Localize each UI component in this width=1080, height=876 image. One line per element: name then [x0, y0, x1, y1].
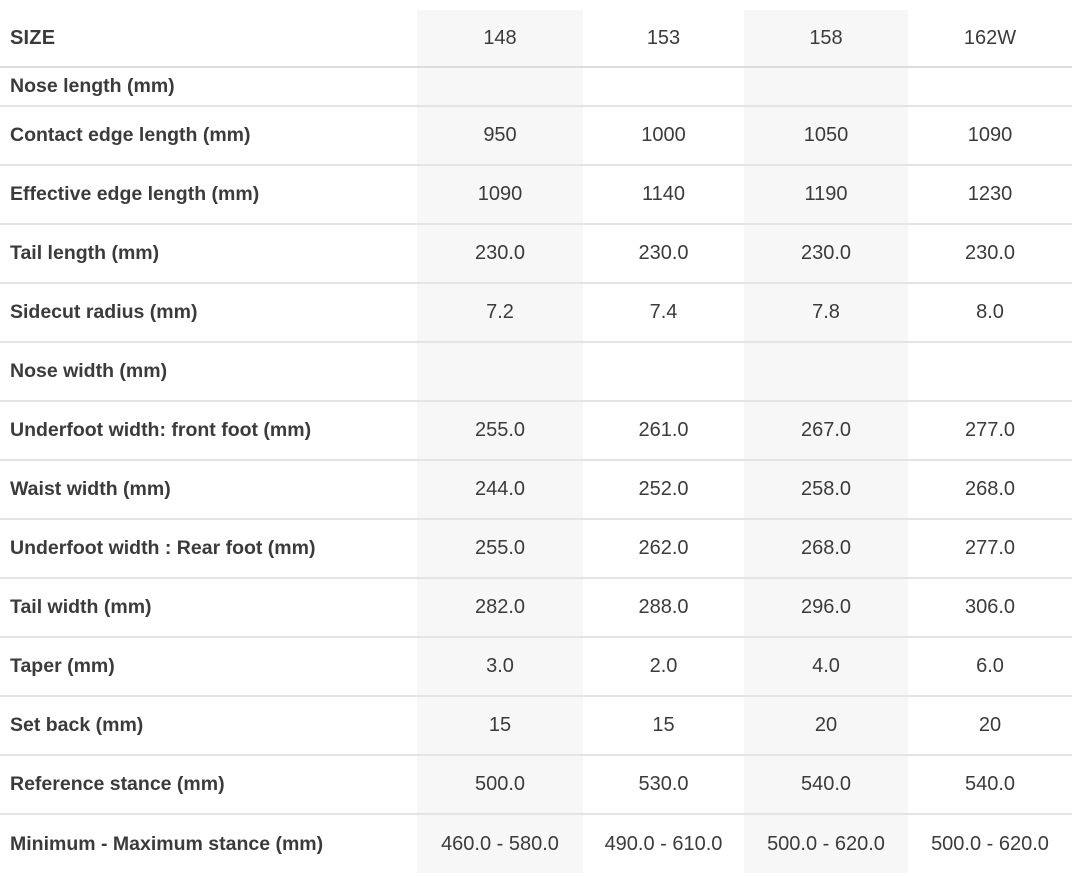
spec-row: [0, 460, 1072, 519]
spec-cell: 288.0: [583, 578, 744, 637]
spec-cell: 1140: [583, 165, 744, 224]
spec-cell: 15: [417, 696, 583, 755]
spec-row-label: Underfoot width: front foot (mm): [0, 401, 417, 460]
size-column-header: 148: [417, 10, 583, 67]
spec-row: [0, 755, 1072, 814]
spec-cell: 296.0: [744, 578, 908, 637]
spec-row: [0, 814, 1072, 873]
spec-row-label: Tail length (mm): [0, 224, 417, 283]
spec-cell: 1000: [583, 106, 744, 165]
spec-cell: 950: [417, 106, 583, 165]
spec-row: [0, 283, 1072, 342]
size-header-label: SIZE: [0, 10, 417, 67]
spec-cell: 252.0: [583, 460, 744, 519]
spec-cell: 230.0: [583, 224, 744, 283]
spec-cell: 7.4: [583, 283, 744, 342]
spec-row-label: Nose length (mm): [0, 67, 417, 106]
spec-cell: 262.0: [583, 519, 744, 578]
spec-cell: 500.0 - 620.0: [744, 814, 908, 873]
spec-cell: 230.0: [744, 224, 908, 283]
spec-cell: 3.0: [417, 637, 583, 696]
spec-row: [0, 401, 1072, 460]
spec-cell: 20: [744, 696, 908, 755]
spec-cell: [908, 342, 1072, 401]
spec-cell: 460.0 - 580.0: [417, 814, 583, 873]
spec-row: [0, 67, 1072, 106]
spec-cell: [744, 342, 908, 401]
spec-cell: 530.0: [583, 755, 744, 814]
spec-cell: 1090: [417, 165, 583, 224]
spec-cell: 261.0: [583, 401, 744, 460]
spec-cell: 282.0: [417, 578, 583, 637]
spec-cell: 244.0: [417, 460, 583, 519]
spec-cell: 490.0 - 610.0: [604, 832, 723, 855]
spec-row: [0, 637, 1072, 696]
spec-cell: 1090: [908, 106, 1072, 165]
spec-cell: [417, 342, 583, 401]
size-header-row: [0, 10, 1072, 67]
spec-row-label: Set back (mm): [0, 696, 417, 755]
spec-cell: 258.0: [744, 460, 908, 519]
spec-cell: 306.0: [908, 578, 1072, 637]
spec-row-label: Contact edge length (mm): [0, 106, 417, 165]
spec-cell: 20: [908, 696, 1072, 755]
spec-cell: 500.0 - 620.0: [931, 832, 1049, 855]
spec-cell: 267.0: [744, 401, 908, 460]
size-column-header: 162W: [908, 10, 1072, 67]
spec-row-label: Minimum - Maximum stance (mm): [10, 832, 324, 855]
spec-row-label: Waist width (mm): [0, 460, 417, 519]
spec-table-body: [0, 67, 1072, 873]
spec-cell: 540.0: [744, 755, 908, 814]
size-spec-table: [0, 10, 1072, 873]
spec-cell: 255.0: [417, 519, 583, 578]
spec-cell: 277.0: [908, 401, 1072, 460]
spec-row: [0, 519, 1072, 578]
spec-cell: 4.0: [744, 637, 908, 696]
spec-cell: 1050: [744, 106, 908, 165]
spec-cell: 8.0: [908, 283, 1072, 342]
spec-row: [0, 696, 1072, 755]
spec-row-label: Underfoot width : Rear foot (mm): [0, 519, 417, 578]
spec-row-label: Reference stance (mm): [0, 755, 417, 814]
spec-cell: 2.0: [583, 637, 744, 696]
spec-cell: 1230: [908, 165, 1072, 224]
spec-cell: 7.8: [744, 283, 908, 342]
spec-cell: 255.0: [417, 401, 583, 460]
spec-cell: 6.0: [908, 637, 1072, 696]
spec-cell: [908, 67, 1072, 106]
spec-cell: 268.0: [908, 460, 1072, 519]
spec-cell: 7.2: [417, 283, 583, 342]
spec-row-label: Effective edge length (mm): [0, 165, 417, 224]
spec-cell: [583, 67, 744, 106]
spec-cell: 540.0: [908, 755, 1072, 814]
spec-row-label: Sidecut radius (mm): [0, 283, 417, 342]
spec-cell: [417, 67, 583, 106]
spec-cell: 230.0: [417, 224, 583, 283]
spec-cell: 268.0: [744, 519, 908, 578]
spec-row: [0, 342, 1072, 401]
spec-cell: 277.0: [908, 519, 1072, 578]
spec-row: [0, 165, 1072, 224]
spec-row: [0, 578, 1072, 637]
spec-cell: 15: [583, 696, 744, 755]
size-column-header: 153: [583, 10, 744, 67]
spec-cell: 230.0: [908, 224, 1072, 283]
size-column-header: 158: [744, 10, 908, 67]
spec-cell: [744, 67, 908, 106]
spec-row: [0, 224, 1072, 283]
spec-cell: 500.0: [417, 755, 583, 814]
spec-cell: [583, 342, 744, 401]
spec-row: [0, 106, 1072, 165]
spec-row-label: Taper (mm): [0, 637, 417, 696]
spec-cell: 1190: [744, 165, 908, 224]
spec-row-label: Nose width (mm): [0, 342, 417, 401]
spec-row-label: Tail width (mm): [0, 578, 417, 637]
